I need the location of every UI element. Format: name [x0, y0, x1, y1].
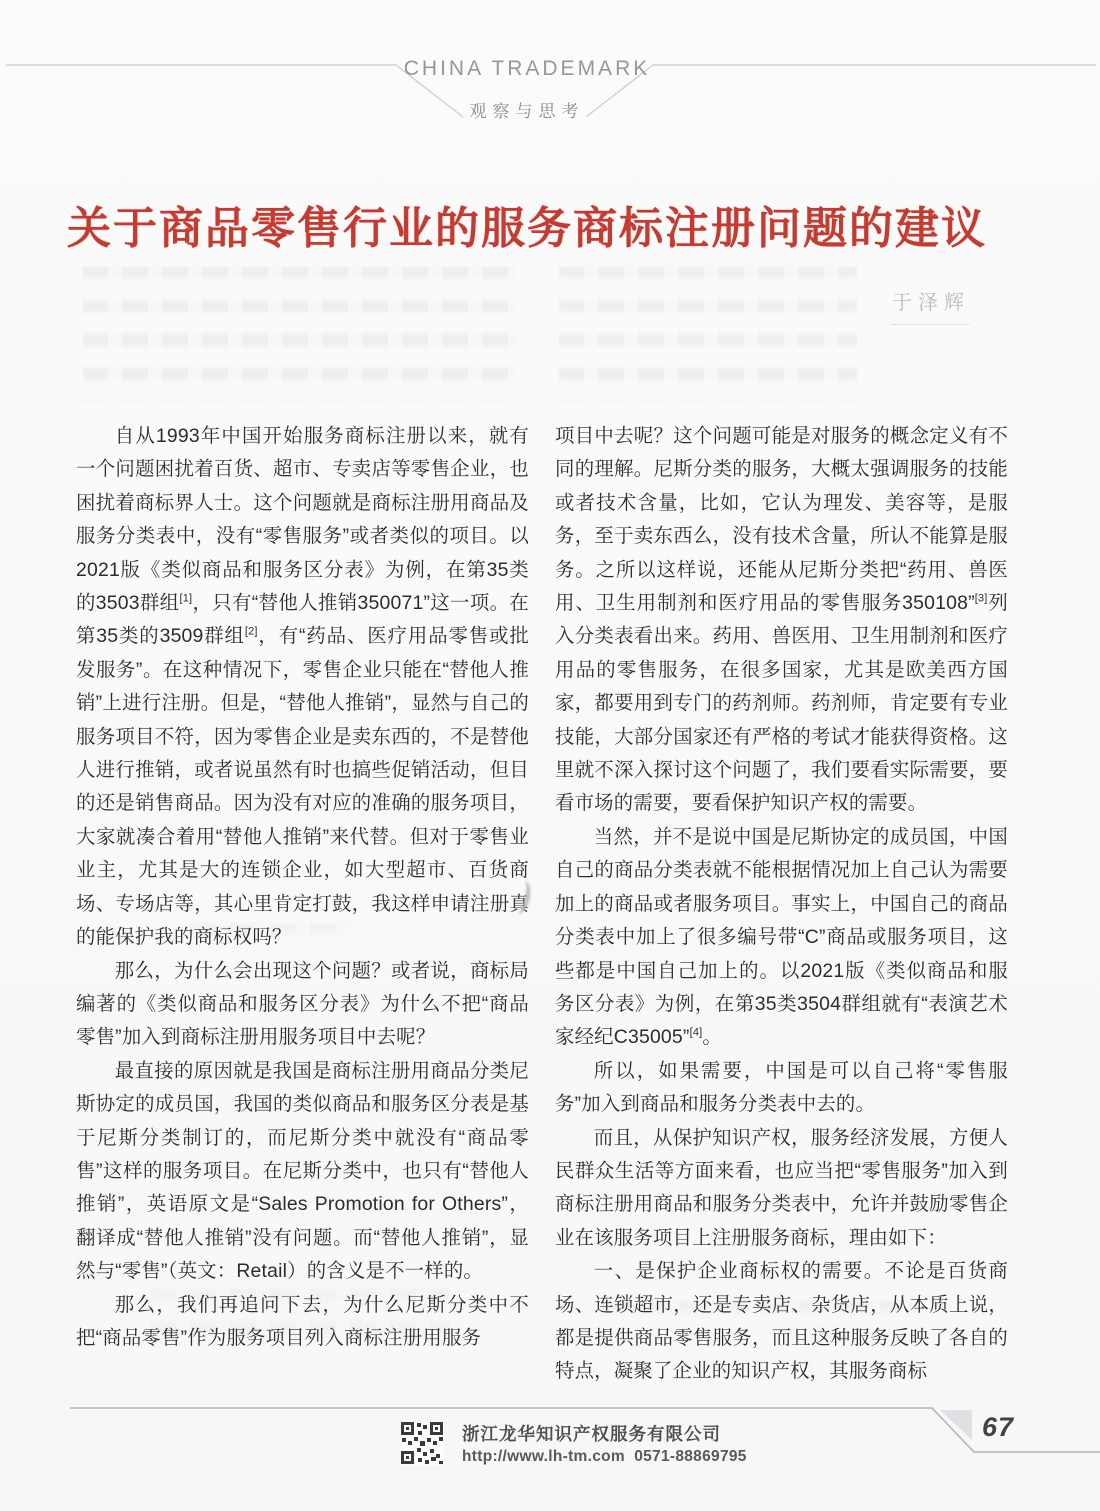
- body-paragraph: 那么，我们再追问下去，为什么尼斯分类中不把“商品零售”作为服务项目列入商标注册用服务: [76, 1293, 529, 1349]
- bleedthrough-left: [82, 266, 518, 404]
- article-body: [76, 420, 1008, 1389]
- magazine-name: CHINA TRADEMARK: [403, 57, 651, 80]
- body-paragraph: 当然，并不是说中国是尼斯协定的成员国，中国自己的商品分类表就不能根据情况加上自己认为需要加上的商品或者服务项目。事实上，中国自己的商品分类表中加上了很多编号带“C”商品或服务项目，这些都是中国自己加上的。以2021版《类似商品和服务区分表》为例，在第35类3504群组就有“表演艺术家经纪C35005”[4]。: [555, 825, 1008, 1049]
- right-column: [555, 420, 1008, 1389]
- body-paragraph: 所以，如果需要，中国是可以自己将“零售服务”加入到商品和服务分类表中去的。: [555, 1059, 1008, 1116]
- body-paragraph: 项目中去呢？这个问题可能是对服务的概念定义有不同的理解。尼斯分类的服务，大概太强调服务的技能或者技术含量，比如，它认为理发、美容等，是服务，至于卖东西么，没有技术含量，所认不能算是服务。之所以这样说，还能从尼斯分类把“药用、兽医用、卫生用制剂和医疗用品的零售服务350108”[3]列入分类表看出来。药用、兽医用、卫生用制剂和医疗用品的零售服务，在很多国家，尤其是欧美西方国家，都要用到专门的药剂师。药剂师，肯定要有专业技能，大部分国家还有严格的考试才能获得资格。这里就不深入探讨这个问题了，我们要看实际需要，要看市场的需要，要看保护知识产权的需要。: [555, 425, 1008, 815]
- bleedthrough-right: [558, 266, 858, 404]
- left-column: [76, 420, 529, 1389]
- body-paragraph: 而且，从保护知识产权，服务经济发展，方便人民群众生活等方面来看，也应当把“零售服务”加入到商标注册用商品和服务分类表中，允许并鼓励零售企业在该服务项目上注册服务商标，理由如下：: [555, 1126, 1008, 1249]
- body-paragraph: 一、是保护企业商标权的需要。不论是百货商场、连锁超市，还是专卖店、杂货店，从本质上说，都是提供商品零售服务，而且这种服务反映了各自的特点，凝聚了企业的知识产权，其服务商标: [555, 1260, 1008, 1383]
- article-title: 关于商品零售行业的服务商标注册问题的建议: [67, 204, 987, 253]
- company-name: 浙江龙华知识产权服务有限公司: [462, 1424, 721, 1444]
- author-name: 于泽辉: [892, 286, 970, 325]
- section-name: 观察与思考: [469, 102, 585, 121]
- page-number: 67: [982, 1412, 1015, 1442]
- body-paragraph: 那么，为什么会出现这个问题？或者说，商标局编著的《类似商品和服务区分表》为什么不把“商品零售”加入到商标注册用服务项目中去呢？: [76, 959, 529, 1049]
- qr-code-icon: [400, 1421, 444, 1465]
- company-contact: http://www.lh-tm.com 0571-88869795: [462, 1448, 747, 1465]
- body-paragraph: 最直接的原因就是我国是商标注册用商品分类尼斯协定的成员国，我国的类似商品和服务区分表是基于尼斯分类制订的，而尼斯分类中就没有“商品零售”这样的服务项目。在尼斯分类中，也只有“替他人推销”，英语原文是“Sales Promotion for Others”，翻译成“替他人推销”没有问题。而“替他人推销”，显然与“零售”（英文：Retail）的含义是不一样的。: [76, 1059, 529, 1283]
- body-paragraph: 自从1993年中国开始服务商标注册以来，就有一个问题困扰着百货、超市、专卖店等零售企业，也困扰着商标界人士。这个问题就是商标注册用商品及服务分类表中，没有“零售服务”或者类似的项目。以2021版《类似商品和服务区分表》为例，在第35类的3503群组[1]，只有“替他人推销350071”这一项。在第35类的3509群组[2]，有“药品、医疗用品零售或批发服务”。在这种情况下，零售企业只能在“替他人推销”上进行注册。但是，“替他人推销”，显然与自己的服务项目不符，因为零售企业是卖东西的，不是替他人进行推销，或者说虽然有时也搞些促销活动，但目的还是销售商品。因为没有对应的准确的服务项目，大家就凑合着用“替他人推销”来代替。但对于零售业业主，尤其是大的连锁企业，如大型超市、百货商场、专场店等，其心里肯定打鼓，我这样申请注册真的能保护我的商标权吗？: [76, 425, 529, 949]
